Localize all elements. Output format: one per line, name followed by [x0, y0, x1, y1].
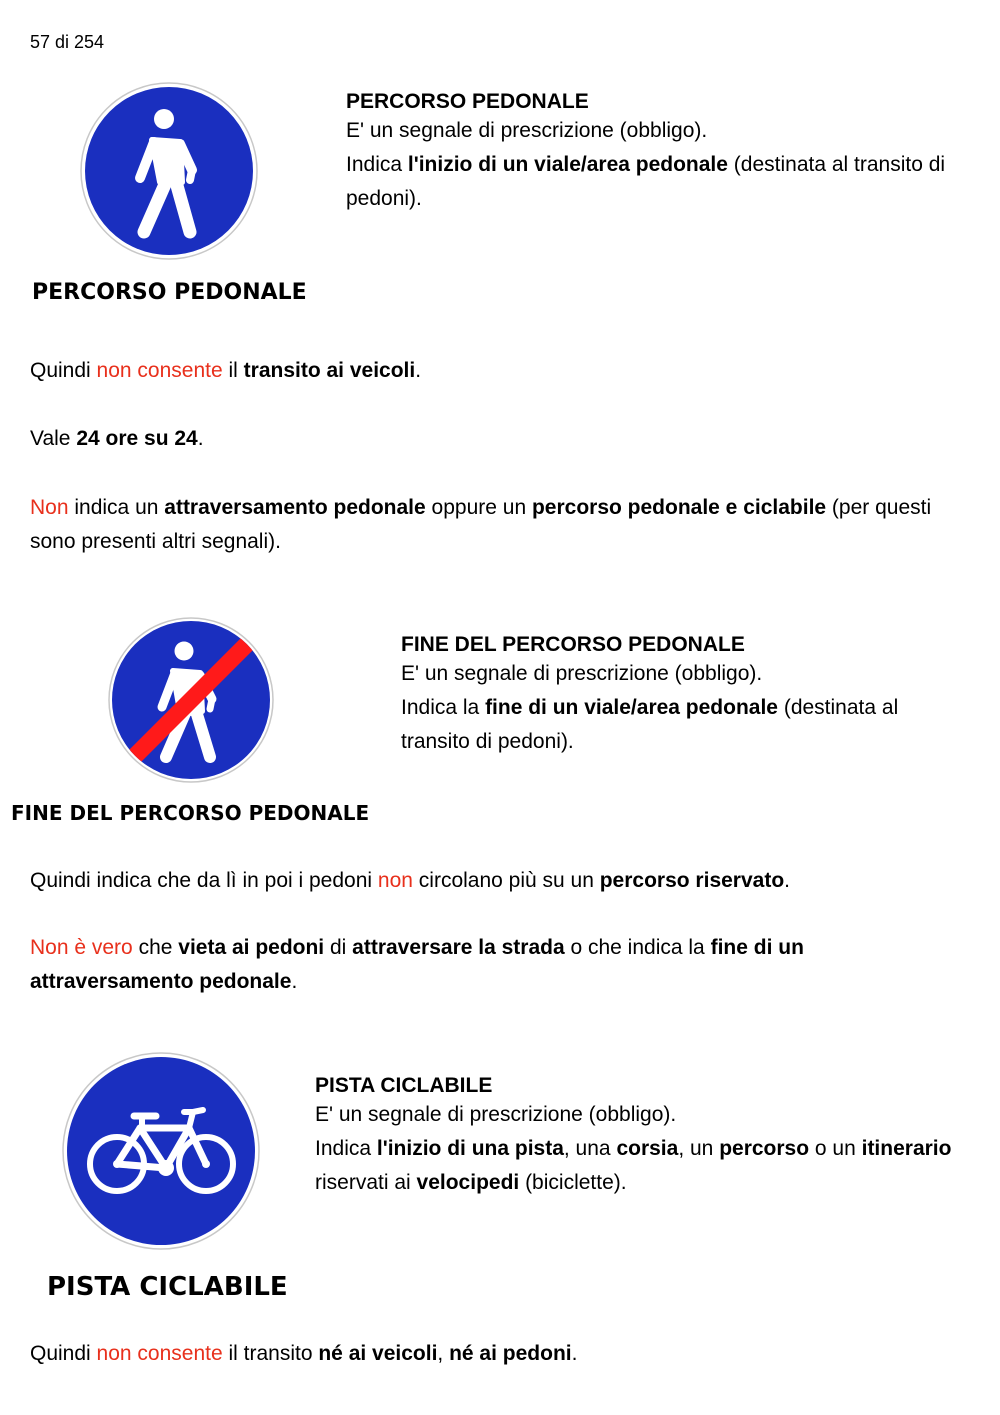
- text-red: non consente: [96, 1342, 223, 1365]
- text-bold: 24 ore su 24: [76, 427, 198, 450]
- text-bold: corsia: [616, 1137, 679, 1160]
- text-bold: itinerario: [861, 1137, 952, 1160]
- text-red: Non è vero: [30, 936, 133, 959]
- text-run: o che indica la: [564, 936, 711, 959]
- description-line: E' un segnale di prescrizione (obbligo).: [315, 1103, 677, 1126]
- text-run: (destinata al transito di pedoni).: [401, 696, 899, 753]
- text-run: Indica: [315, 1137, 377, 1160]
- paragraph: [30, 931, 950, 999]
- sign-caption: PISTA CICLABILE: [47, 1272, 288, 1302]
- text-bold: attraversare la strada: [352, 936, 565, 959]
- text-bold: fine di un viale/area pedonale: [485, 696, 778, 719]
- text-red: Non: [30, 496, 69, 519]
- paragraph: [30, 422, 204, 456]
- paragraph: [30, 354, 421, 388]
- text-run: il transito: [222, 1342, 319, 1365]
- section-description: [346, 114, 946, 216]
- text-run: che: [132, 936, 179, 959]
- text-run: Quindi: [30, 1342, 97, 1365]
- paragraph: [30, 1337, 577, 1371]
- text-bold: fine di un attraversamento pedonale: [30, 936, 804, 993]
- text-run: Vale: [30, 427, 77, 450]
- text-run: Indica: [346, 153, 408, 176]
- text-run: .: [571, 1342, 578, 1365]
- text-bold: vieta ai pedoni: [178, 936, 325, 959]
- sign-caption: PERCORSO PEDONALE: [32, 280, 307, 305]
- text-red: non consente: [96, 359, 223, 382]
- text-run: , un: [678, 1137, 720, 1160]
- pedestrian-path-sign-icon: [80, 82, 258, 260]
- text-bold: attraversamento pedonale: [164, 496, 426, 519]
- sign-caption: FINE DEL PERCORSO PEDONALE: [11, 801, 370, 825]
- text-bold: l'inizio di una pista: [376, 1137, 564, 1160]
- text-run: .: [291, 970, 298, 993]
- text-run: oppure un: [425, 496, 532, 519]
- text-run: .: [415, 359, 422, 382]
- text-bold: percorso pedonale e ciclabile: [531, 496, 827, 519]
- text-run: (biciclette).: [519, 1171, 627, 1194]
- text-bold: né ai pedoni: [449, 1342, 572, 1365]
- section-description: [315, 1098, 955, 1200]
- section-title: PISTA CICLABILE: [315, 1074, 493, 1097]
- text-bold: percorso riservato: [599, 869, 785, 892]
- text-bold: transito ai veicoli: [243, 359, 416, 382]
- text-run: o un: [809, 1137, 862, 1160]
- description-line: E' un segnale di prescrizione (obbligo).: [401, 662, 763, 685]
- text-run: Quindi indica che da lì in poi i pedoni: [30, 869, 378, 892]
- section-title: FINE DEL PERCORSO PEDONALE: [401, 633, 745, 656]
- page-number: 57 di 254: [30, 32, 105, 52]
- section-title: PERCORSO PEDONALE: [346, 90, 589, 113]
- description-line: E' un segnale di prescrizione (obbligo).: [346, 119, 708, 142]
- text-bold: l'inizio di un viale/area pedonale: [407, 153, 728, 176]
- text-bold: percorso: [719, 1137, 810, 1160]
- text-run: indica un: [68, 496, 165, 519]
- text-run: (per questi sono presenti altri segnali).: [30, 496, 932, 553]
- end-pedestrian-path-sign-icon: [108, 617, 274, 783]
- text-red: non: [377, 869, 413, 892]
- text-run: , una: [563, 1137, 617, 1160]
- text-run: (destinata al transito di pedoni).: [346, 153, 946, 210]
- bicycle-path-sign-icon: [62, 1052, 260, 1250]
- paragraph: [30, 491, 960, 559]
- text-bold: né ai veicoli: [318, 1342, 438, 1365]
- text-run: circolano più su un: [412, 869, 600, 892]
- paragraph: [30, 864, 790, 898]
- text-run: .: [197, 427, 204, 450]
- text-run: ,: [437, 1342, 450, 1365]
- text-run: Quindi: [30, 359, 97, 382]
- text-run: Indica la: [401, 696, 486, 719]
- text-run: .: [784, 869, 790, 892]
- text-bold: velocipedi: [416, 1171, 520, 1194]
- section-description: [401, 657, 971, 759]
- text-run: riservati ai: [315, 1171, 417, 1194]
- text-run: il: [222, 359, 244, 382]
- text-run: di: [324, 936, 353, 959]
